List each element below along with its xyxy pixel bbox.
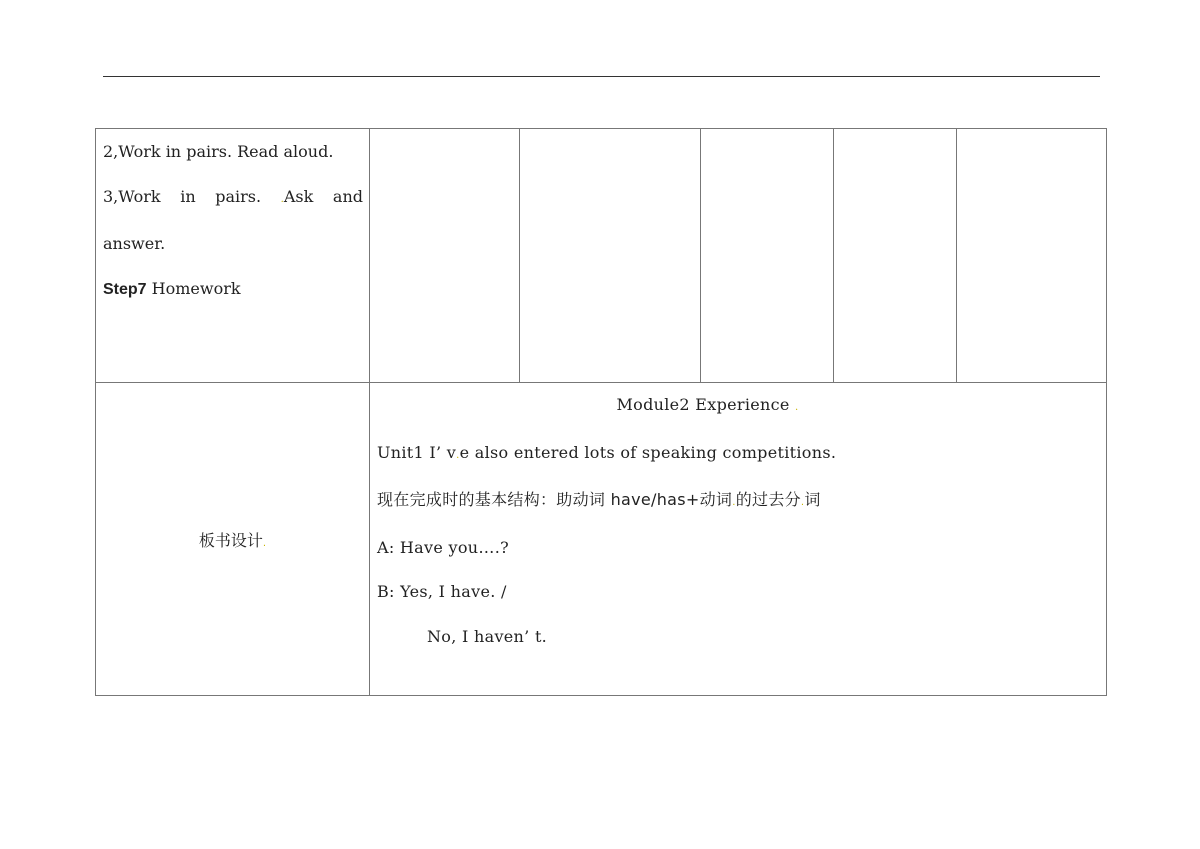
step7-homework [103, 278, 363, 301]
step-line-read-aloud: 2,Work in pairs. Read aloud. [103, 142, 334, 161]
empty-cell-2 [520, 129, 701, 383]
empty-cell-4 [834, 129, 957, 383]
empty-cell-5 [957, 129, 1107, 383]
example-question: A: Have you….? [377, 537, 509, 557]
step7-text: Homework [151, 278, 241, 298]
step7-label: Step7 [103, 280, 147, 298]
lesson-plan-table [95, 128, 1107, 696]
example-answer-no: No, I haven’ t. [427, 626, 548, 646]
example-answer-yes: B: Yes, I have. / [377, 582, 507, 601]
step-line-ask-answer: 3,Work in pairs. .Ask and [103, 186, 363, 206]
empty-cell-3 [701, 129, 834, 383]
activity-row [96, 129, 1107, 383]
grammar-structure: 现在完成时的基本结构：助动词 have/has+动词.的过去分.词 [377, 490, 821, 509]
board-design-row [96, 383, 1107, 696]
empty-cell-1 [370, 129, 520, 383]
step-line-answer: answer. [103, 234, 166, 253]
unit-title: Unit1 I’ v.e also entered lots of speaking competitions. [377, 442, 837, 462]
header-rule [103, 76, 1100, 77]
board-design-label-cell [96, 383, 370, 696]
steps-cell [96, 129, 370, 383]
board-content-cell [370, 383, 1107, 696]
board-design-label: 板书设计. [198, 530, 267, 550]
module-title: Module2 Experience . [616, 395, 799, 414]
